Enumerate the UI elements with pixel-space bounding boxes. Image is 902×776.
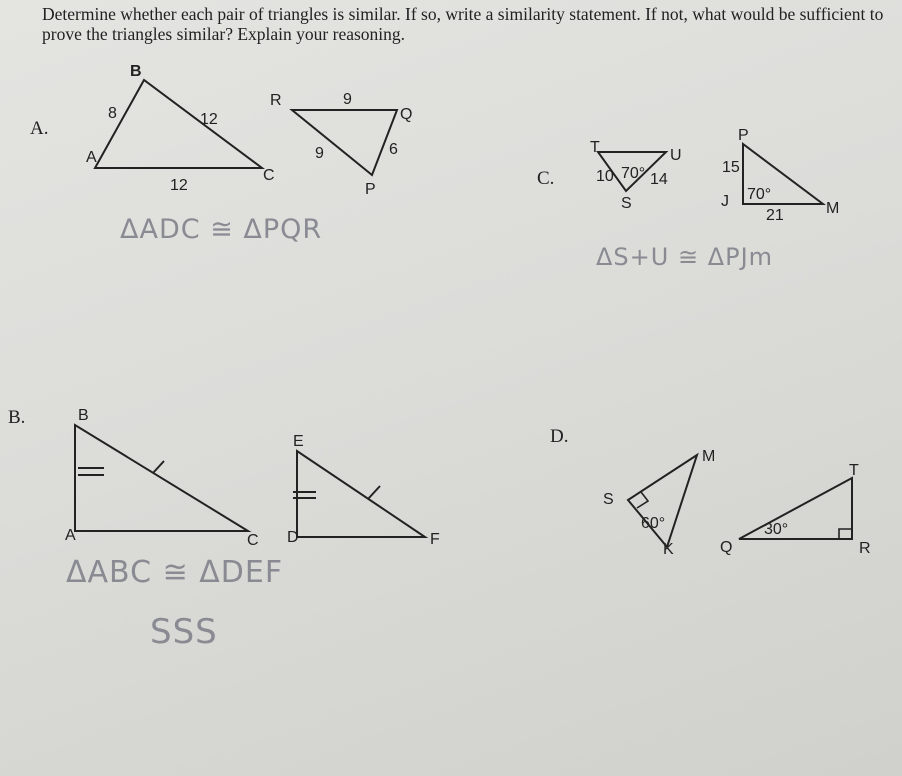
vertex-t: T (590, 139, 600, 156)
vertex-f: F (430, 531, 440, 548)
problem-b-label: B. (8, 407, 26, 428)
side-label: 9 (343, 91, 352, 108)
triangle-rqp (292, 110, 397, 175)
vertex-e: E (293, 433, 304, 450)
triangle-tqr (739, 478, 852, 539)
side-label: 12 (200, 111, 218, 128)
vertex-q-d: Q (720, 539, 733, 556)
vertex-p: P (365, 181, 376, 198)
side-label: 14 (650, 171, 668, 188)
vertex-r: R (270, 92, 282, 109)
angle-label: 70° (621, 165, 646, 182)
vertex-m-c: M (826, 200, 840, 217)
angle-label: 30° (764, 521, 789, 538)
vertex-d: D (287, 529, 299, 546)
angle-label: 70° (747, 186, 772, 203)
vertex-q: Q (400, 106, 413, 123)
angle-label: 60° (641, 515, 666, 532)
vertex-b-b: B (78, 407, 89, 424)
side-label: 6 (389, 141, 398, 158)
side-label: 9 (315, 145, 324, 162)
vertex-m-d: M (702, 448, 716, 465)
handwritten-answer-a: ΔADC ≅ ΔPQR (120, 214, 323, 245)
handwritten-answer-b: ΔABC ≅ ΔDEF (66, 555, 284, 590)
side-label: 15 (722, 159, 740, 176)
side-label: 12 (170, 177, 188, 194)
side-label: 21 (766, 207, 784, 224)
handwritten-answer-b-reason: SSS (150, 612, 218, 652)
vertex-a-a: A (86, 149, 97, 166)
problem-a-label: A. (30, 118, 49, 139)
vertex-c-b: C (247, 532, 259, 549)
triangle-abc-a (95, 80, 262, 168)
vertex-c-a: C (263, 167, 275, 184)
side-label: 8 (108, 105, 117, 122)
vertex-k: K (663, 541, 674, 558)
vertex-j: J (721, 193, 729, 210)
vertex-p-c: P (738, 127, 749, 144)
handwritten-answer-c: ΔS+U ≅ ΔPJm (596, 243, 774, 271)
vertex-r-d: R (859, 540, 871, 557)
problem-c-label: C. (537, 168, 555, 189)
vertex-a-b: A (65, 527, 76, 544)
side-label: 10 (596, 168, 614, 185)
instructions-text: Determine whether each pair of triangles is similar. If so, write a similarity statement. If not, what would be sufficient to prove the triangles similar? Explain your reasoning. (42, 4, 884, 44)
vertex-s-d: S (603, 491, 614, 508)
problem-d-label: D. (550, 426, 569, 447)
triangle-msk (628, 455, 697, 547)
vertex-t-d: T (849, 462, 859, 479)
triangle-abc-b (75, 425, 248, 531)
vertex-u: U (670, 147, 682, 164)
vertex-s: S (621, 195, 632, 212)
vertex-b-a: B (130, 63, 142, 80)
triangle-edf (297, 451, 425, 537)
